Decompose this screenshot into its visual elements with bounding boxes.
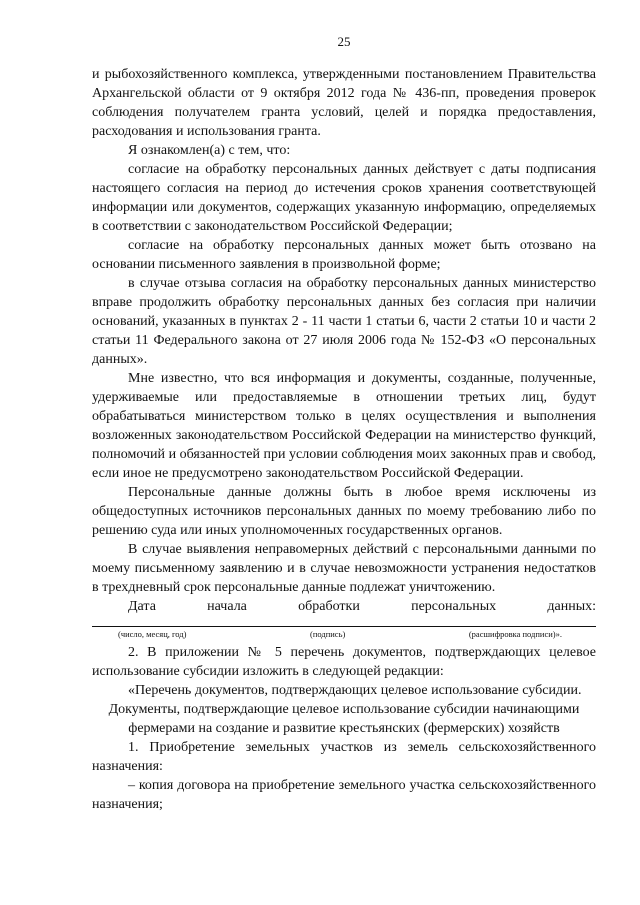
signature-captions: [92, 629, 596, 640]
section-heading: Документы, подтверждающие целевое использование субсидии начинающими фермерами на создание и развитие крестьянских (фермерских) хозяйств: [108, 702, 580, 736]
paragraph-7: Персональные данные должны быть в любое время исключены из общедоступных источников персональных данных по моему требованию либо по решению суда или иных уполномоченных государственных органов.: [92, 485, 596, 538]
caption-signature: (подпись): [310, 629, 346, 639]
paragraph-8: В случае выявления неправомерных действий с персональными данными по моему письменному заявлению и в случае невозможности устранения недостатков в трехдневный срок персональные данные подлежат уничтожению.: [92, 542, 596, 595]
paragraph-12: – копия договора на приобретение земельного участка сельскохозяйственного назначения;: [92, 778, 596, 812]
paragraph-1: и рыбохозяйственного комплекса, утвержденными постановлением Правительства Архангельской области от 9 октября 2012 года № 436-пп, проведения проверок соблюдения получателем гранта условий, целей и порядка предоставления, расходования и использования гранта.: [92, 67, 596, 139]
signature-line: [92, 616, 596, 627]
paragraph-5: в случае отзыва согласия на обработку персональных данных министерство вправе продолжить обработку персональных данных без согласия при наличии оснований, указанных в пунктах 2 - 11 части 1 статьи 6, части 2 статьи 10 и части 2 статьи 11 Федерального закона от 27 июля 2006 года № 152-ФЗ «О персональных данных».: [92, 276, 596, 367]
caption-decoding: (расшифровка подписи)».: [468, 629, 562, 639]
paragraph-3: согласие на обработку персональных данных действует с даты подписания настоящего согласия на период до истечения сроков хранения соответствующей информации или документов, содержащих указанную информацию, определяемых в соответствии с законодательством Российской Федерации;: [92, 162, 596, 234]
document-page: [92, 32, 596, 814]
page-number: 25: [337, 34, 351, 49]
paragraph-10: «Перечень документов, подтверждающих целевое использование субсидии.: [128, 683, 582, 698]
paragraph-2: Я ознакомлен(а) с тем, что:: [128, 143, 291, 158]
date-start-line: Дата начала обработки персональных данных:: [128, 599, 596, 614]
paragraph-9: 2. В приложении № 5 перечень документов, подтверждающих целевое использование субсидии изложить в следующей редакции:: [92, 645, 596, 679]
paragraph-6: Мне известно, что вся информация и документы, созданные, полученные, удерживаемые или предоставляемые в отношении третьих лиц, будут обрабатываться министерством только в целях осуществления и выполнения возложенных законодательством Российской Федерации на министерство функций, полномочий и обязанностей при условии соблюдения моих законных прав и свобод, если иное не предусмотрено законодательством Российской Федерации.: [92, 371, 596, 481]
caption-date: (число, месяц, год): [118, 629, 187, 639]
paragraph-4: согласие на обработку персональных данных может быть отозвано на основании письменного заявления в произвольной форме;: [92, 238, 596, 272]
paragraph-11: 1. Приобретение земельных участков из земель сельскохозяйственного назначения:: [92, 740, 596, 774]
